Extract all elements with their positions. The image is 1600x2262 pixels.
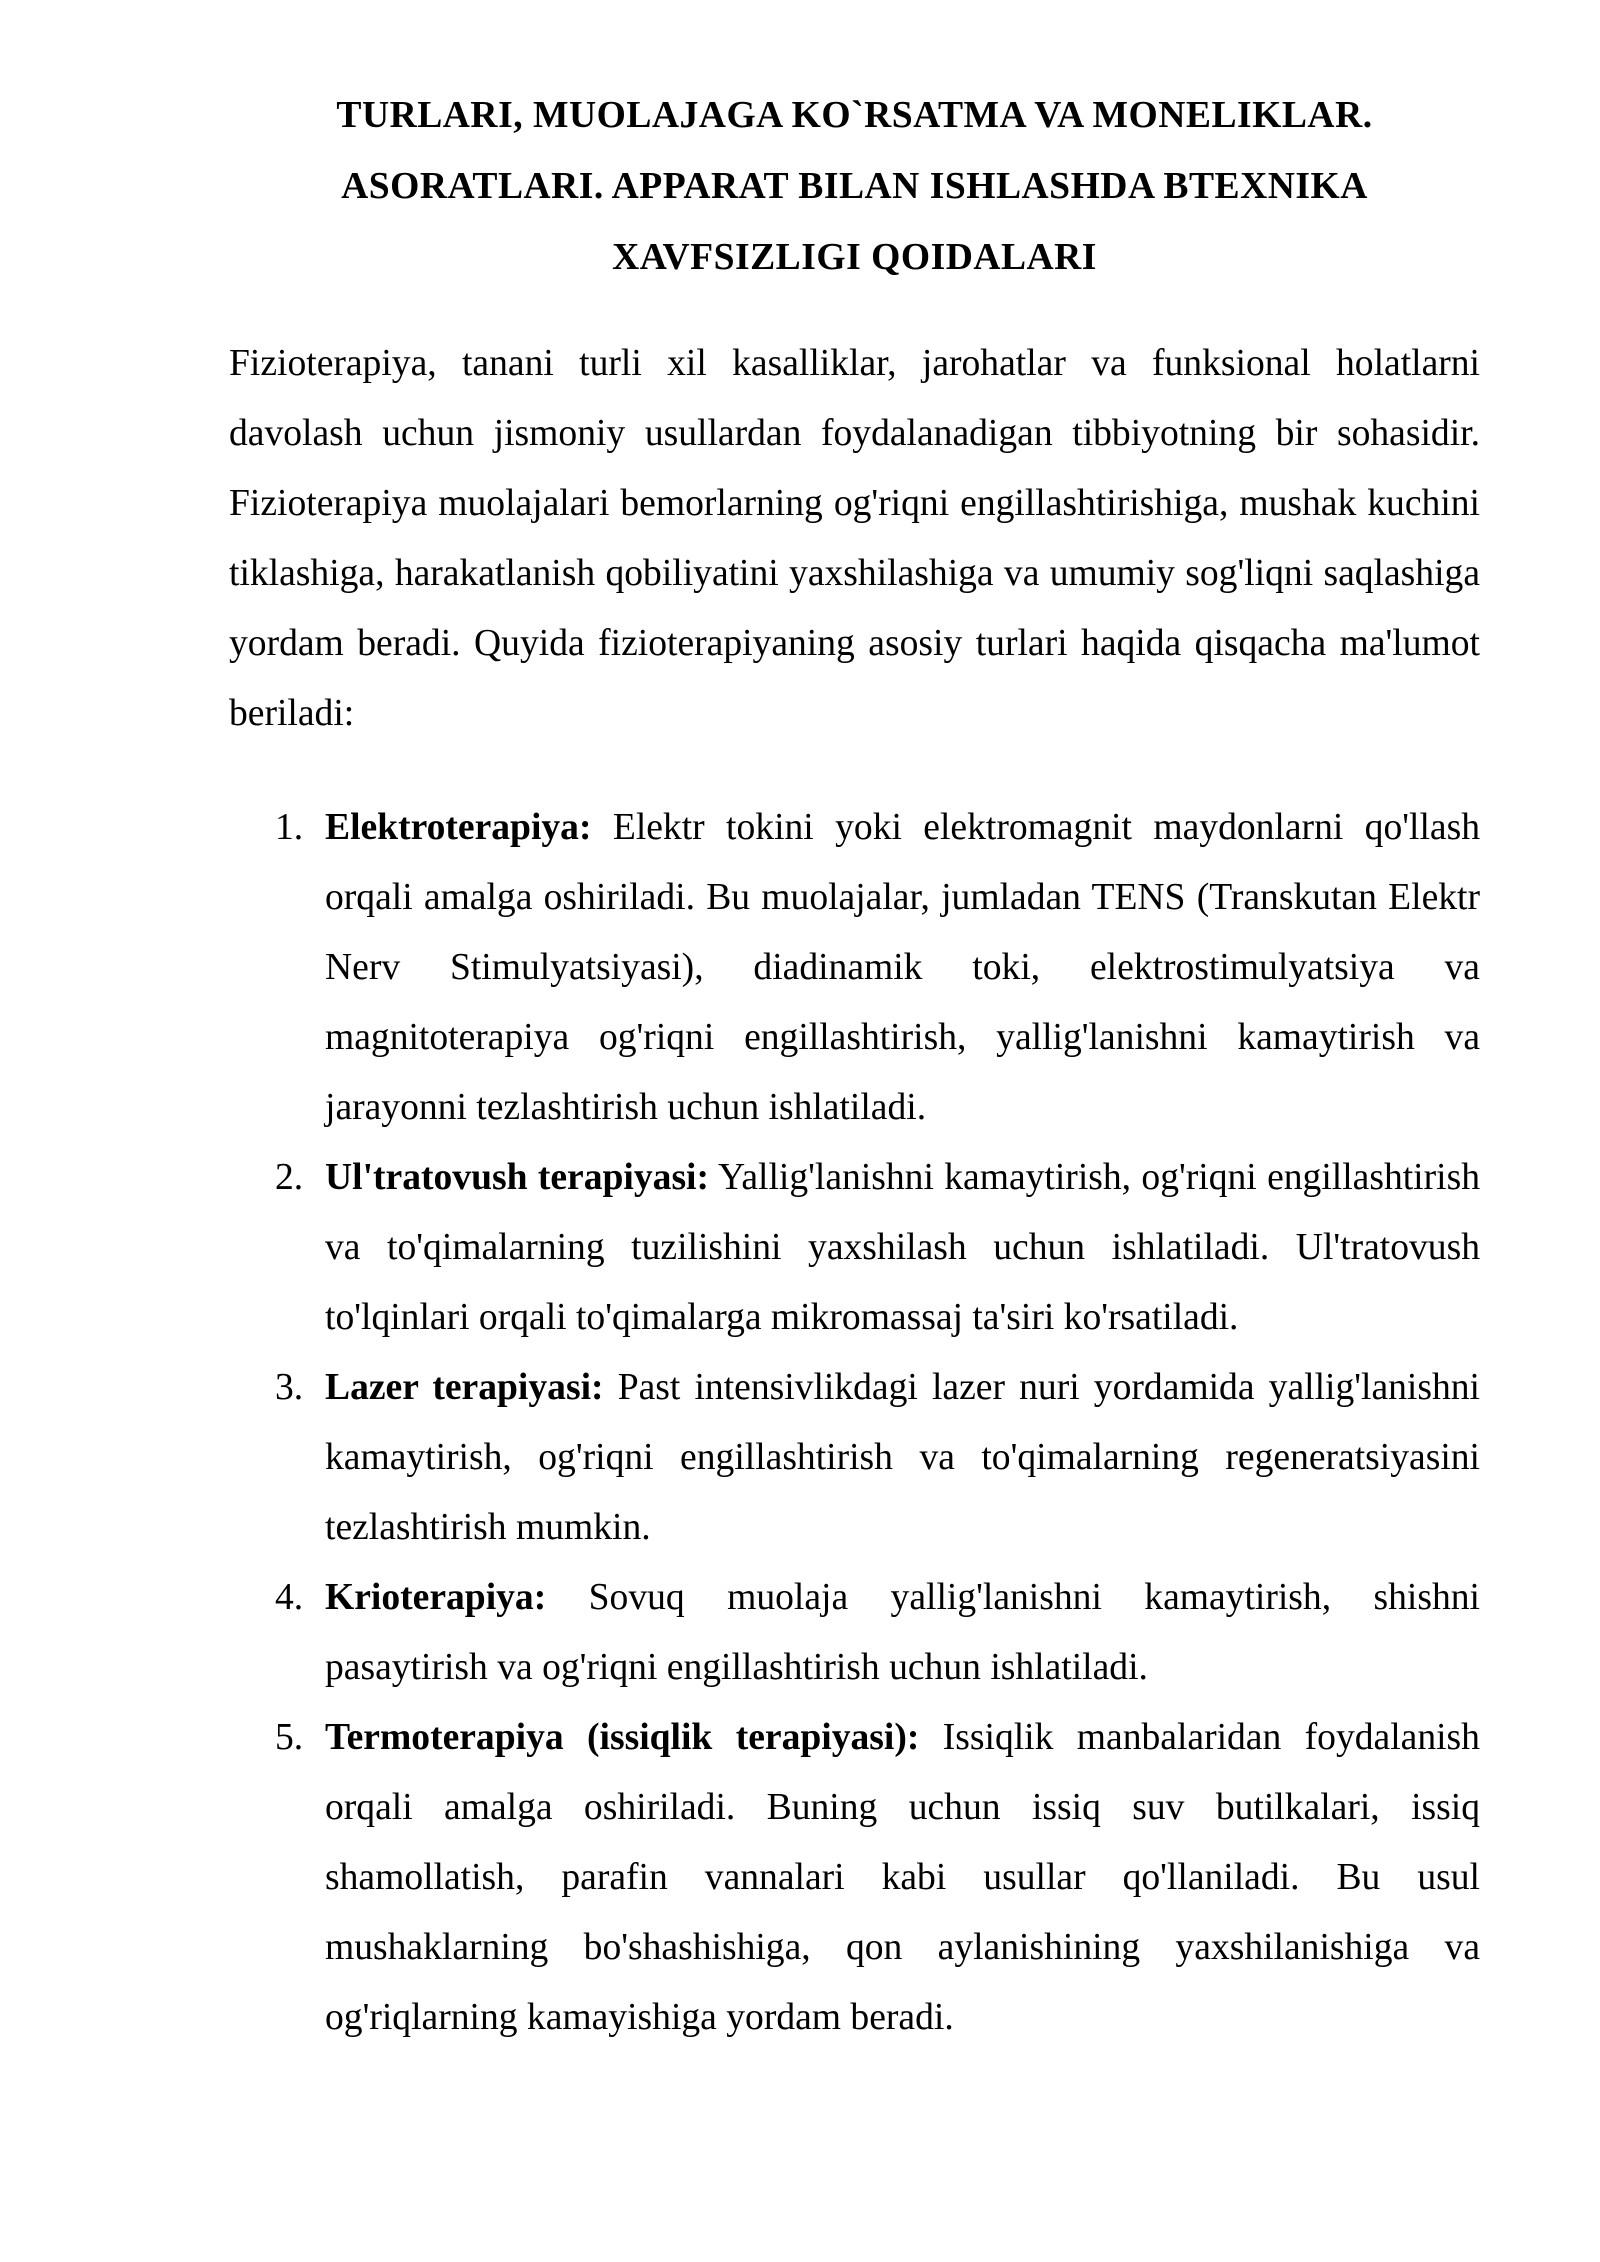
title-line-3: XAVFSIZLIGI QOIDALARI — [612, 237, 1097, 278]
list-item-body — [325, 1353, 1480, 1563]
list-item-label: Ul'tratovush terapiyasi: — [325, 1157, 710, 1198]
list-item-label: Krioterapiya: — [325, 1577, 547, 1618]
list-item-lazer — [229, 1353, 1480, 1563]
intro-paragraph: Fizioterapiya, tanani turli xil kasalliklar, jarohatlar va funksional holatlarni davolash uchun jismoniy usullardan foydalanadigan tibbiyotning bir sohasidir. Fizioterapiya muolajalari bemorlarning og'riqni engillashtirishiga, mushak kuchini tiklashiga, harakatlanish qobiliyatini yaxshilashiga va umumiy sog'liqni saqlashiga yordam beradi. Quyida fizioterapiyaning asosiy turlari haqida qisqacha ma'lumot beriladi: — [229, 343, 1480, 734]
list-item-number: 3. — [275, 1367, 304, 1408]
list-item-text: Elektr tokini yoki elektromagnit maydonlarni qo'llash orqali amalga oshiriladi. Bu muolajalar, jumladan TENS (Transkutan Elektr Nerv Stimulyatsiyasi), diadinamik toki, elektrostimulyatsiya va magnitoterapiya og'riqni engillashtirish, yallig'lanishni kamaytirish va jarayonni tezlashtirish uchun ishlatiladi. — [325, 807, 1480, 1128]
document-title — [229, 80, 1480, 293]
list-item-text: Yallig'lanishni kamaytirish, og'riqni engillashtirish va to'qimalarning tuzilishini yaxshilash uchun ishlatiladi. Ul'tratovush to'lqinlari orqali to'qimalarga mikromassaj ta'siri ko'rsatiladi. — [325, 1157, 1480, 1338]
list-item-number: 4. — [275, 1577, 304, 1618]
list-item-text: Sovuq muolaja yallig'lanishni kamaytirish, shishni pasaytirish va og'riqni engillashtirish uchun ishlatiladi. — [325, 1577, 1480, 1688]
list-item-termoterapiya — [229, 1703, 1480, 2053]
list-item-label: Termoterapiya (issiqlik terapiyasi): — [325, 1717, 920, 1758]
list-item-number: 2. — [275, 1157, 304, 1198]
list-item-elektroterapiya — [229, 793, 1480, 1143]
title-line-1: TURLARI, MUOLAJAGA KO`RSATMA VA MONELIKLAR. — [336, 95, 1373, 136]
list-item-number: 5. — [275, 1717, 304, 1758]
list-item-label: Elektroterapiya: — [325, 807, 592, 848]
list-item-ultratovush — [229, 1143, 1480, 1353]
list-item-label: Lazer terapiyasi: — [325, 1367, 604, 1408]
title-line-2: ASORATLARI. APPARAT BILAN ISHLASHDA BTEXNIKA — [341, 166, 1368, 207]
list-item-body — [325, 793, 1480, 1143]
list-item-text: Past intensivlikdagi lazer nuri yordamida yallig'lanishni kamaytirish, og'riqni engillashtirish va to'qimalarning regeneratsiyasini tezlashtirish mumkin. — [325, 1367, 1480, 1548]
list-item-krioterapiya — [229, 1563, 1480, 1703]
list-item-number: 1. — [275, 807, 304, 848]
list-item-text: Issiqlik manbalaridan foydalanish orqali amalga oshiriladi. Buning uchun issiq suv butilkalari, issiq shamollatish, parafin vannalari kabi usullar qo'llaniladi. Bu usul mushaklarning bo'shashishiga, qon aylanishining yaxshilanishiga va og'riqlarning kamayishiga yordam beradi. — [325, 1717, 1480, 2038]
list-item-body — [325, 1703, 1480, 2053]
list-item-body — [325, 1143, 1480, 1353]
list-item-body — [325, 1563, 1480, 1703]
therapy-list — [229, 793, 1480, 2053]
